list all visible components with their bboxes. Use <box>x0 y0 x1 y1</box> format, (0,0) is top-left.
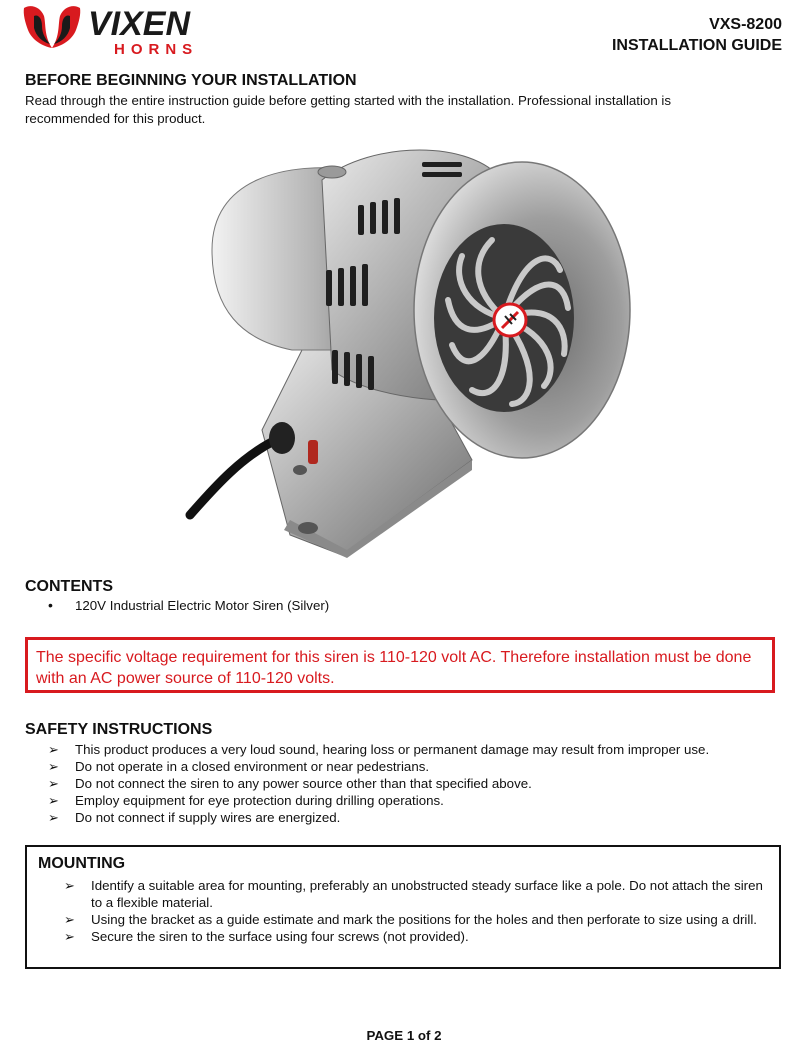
document-title: INSTALLATION GUIDE <box>611 37 782 54</box>
mounting-item: ➢ Secure the siren to the surface using four screws (not provided). <box>64 928 769 945</box>
mounting-list <box>64 877 769 945</box>
safety-heading: SAFETY INSTRUCTIONS <box>25 721 213 738</box>
mounting-item: ➢ Using the bracket as a guide estimate and mark the positions for the holes and then perforate to size using a drill. <box>64 911 769 928</box>
document-header <box>612 14 782 56</box>
mounting-box <box>25 845 781 969</box>
safety-item: ➢ Do not connect if supply wires are energized. <box>48 809 788 826</box>
mounting-item: ➢ Identify a suitable area for mounting, preferably an unobstructed steady surface like a pole. Do not attach the siren to a flexible material. <box>64 877 769 911</box>
safety-item: ➢ Employ equipment for eye protection during drilling operations. <box>48 792 788 809</box>
page-number: PAGE 1 of 2 <box>366 1028 442 1043</box>
safety-item: ➢ This product produces a very loud sound, hearing loss or permanent damage may result from improper use. <box>48 741 788 758</box>
model-number: VXS-8200 <box>709 16 782 33</box>
contents-list <box>48 598 329 613</box>
before-text: Read through the entire instruction guide before getting started with the installation. Professional installation is recommended for this product. <box>25 93 672 126</box>
contents-heading: CONTENTS <box>25 578 113 595</box>
safety-item: ➢ Do not connect the siren to any power source other than that specified above. <box>48 775 788 792</box>
vixen-horns-logo <box>22 2 244 58</box>
contents-item: • 120V Industrial Electric Motor Siren (Silver) <box>48 598 329 613</box>
voltage-warning-text: The specific voltage requirement for this siren is 110-120 volt AC. Therefore installation must be done with an AC power source of 110-120 volts. <box>36 649 752 687</box>
voltage-warning-box <box>25 637 775 693</box>
mounting-heading: MOUNTING <box>38 855 126 872</box>
svg-text:HORNS: HORNS <box>114 41 199 58</box>
electric-motor-siren-image <box>172 140 632 560</box>
safety-item: ➢ Do not operate in a closed environment or near pedestrians. <box>48 758 788 775</box>
before-heading: BEFORE BEGINNING YOUR INSTALLATION <box>25 72 357 89</box>
svg-text:VIXEN: VIXEN <box>88 5 191 43</box>
safety-list <box>48 741 788 826</box>
fox-head-icon <box>22 2 244 58</box>
